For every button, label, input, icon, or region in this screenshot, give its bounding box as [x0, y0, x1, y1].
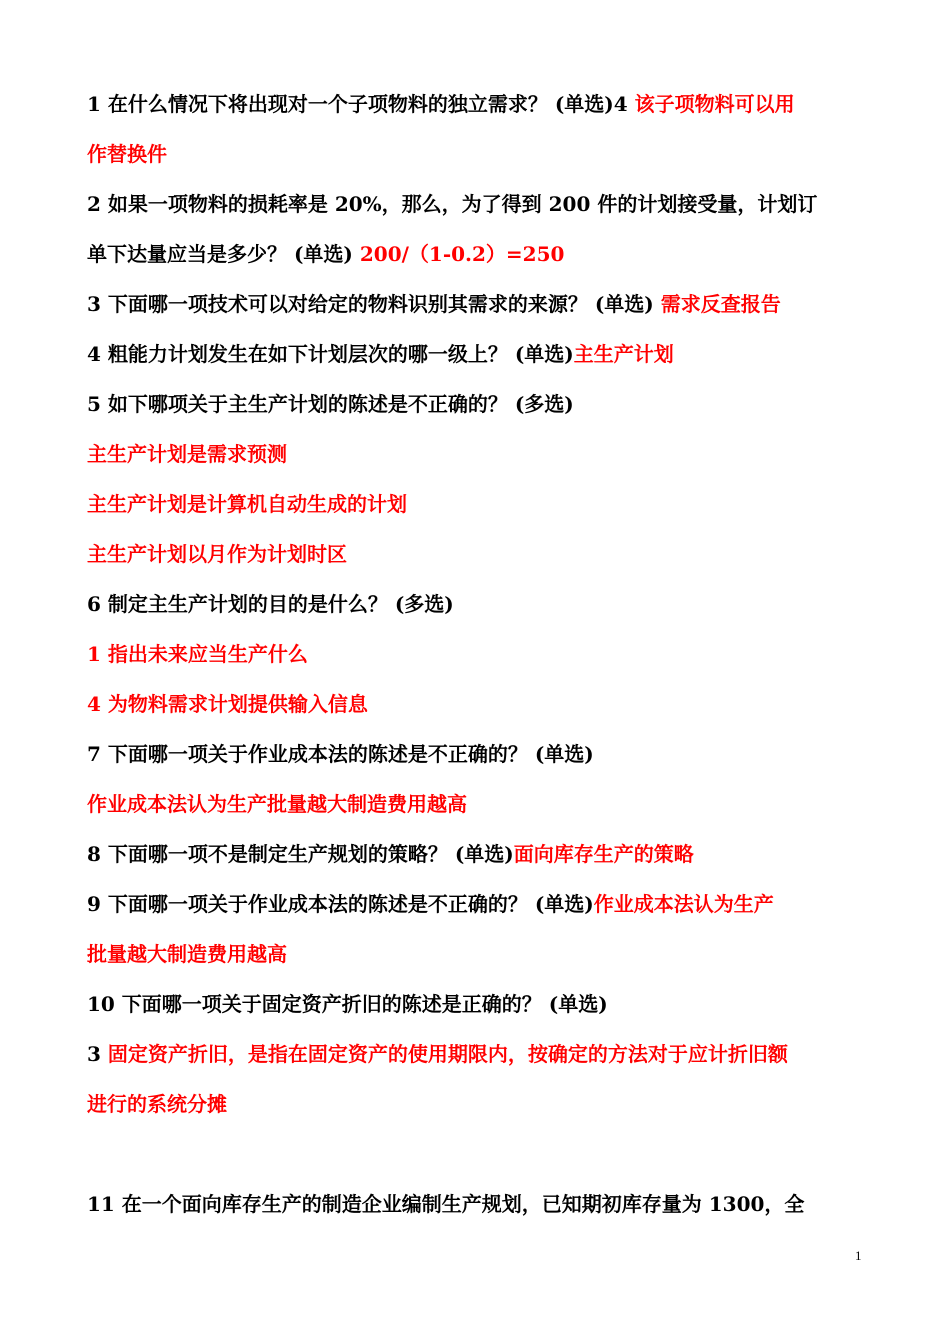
text-line [87, 829, 865, 879]
answer-text: 200/（1-0.2）=250 [359, 242, 565, 266]
text-line [87, 179, 865, 229]
text-line [87, 579, 865, 629]
text-line [87, 79, 865, 129]
answer-text: 主生产计划以月作为计划时区 [87, 542, 347, 566]
question-text: 2 如果一项物料的损耗率是 20%，那么，为了得到 200 件的计划接受量，计划订 [87, 192, 818, 216]
answer-text: 作业成本法认为生产 [593, 892, 774, 916]
question-text: 5 如下哪项关于主生产计划的陈述是不正确的？ (多选) [87, 392, 574, 416]
text-line [87, 629, 865, 679]
question-text: 11 在一个面向库存生产的制造企业编制生产规划，已知期初库存量为 1300，全 [87, 1192, 805, 1216]
answer-text: 批量越大制造费用越高 [87, 942, 287, 966]
answer-text: 作替换件 [87, 142, 167, 166]
question-text: 9 下面哪一项关于作业成本法的陈述是不正确的？ (单选) [87, 892, 594, 916]
text-line [87, 479, 865, 529]
text-line [87, 929, 865, 979]
text-line [87, 1029, 865, 1079]
text-line [87, 429, 865, 479]
text-line [87, 329, 865, 379]
answer-text: 面向库存生产的策略 [513, 842, 694, 866]
answer-text: 主生产计划是计算机自动生成的计划 [87, 492, 407, 516]
text-line [87, 1129, 865, 1179]
answer-text: 需求反查报告 [660, 292, 781, 316]
answer-text: 作业成本法认为生产批量越大制造费用越高 [87, 792, 467, 816]
text-line [87, 979, 865, 1029]
answer-text: 该子项物料可以用 [627, 92, 795, 116]
answer-text: 固定资产折旧，是指在固定资产的使用期限内，按确定的方法对于应计折旧额 [107, 1042, 788, 1066]
answer-text: 主生产计划 [573, 342, 674, 366]
text-line [87, 129, 865, 179]
question-text: 3 下面哪一项技术可以对给定的物料识别其需求的来源？ (单选) [87, 292, 661, 316]
text-line [87, 1179, 865, 1229]
answer-text: 4 为物料需求计划提供输入信息 [87, 692, 368, 716]
text-line [87, 679, 865, 729]
question-text: 4 粗能力计划发生在如下计划层次的哪一级上？ (单选) [87, 342, 574, 366]
text-line [87, 529, 865, 579]
text-line [87, 1079, 865, 1129]
document-body [87, 79, 865, 1229]
text-line [87, 229, 865, 279]
question-text: 10 下面哪一项关于固定资产折旧的陈述是正确的？ (单选) [87, 992, 608, 1016]
question-text: 7 下面哪一项关于作业成本法的陈述是不正确的？ (单选) [87, 742, 594, 766]
answer-text: 进行的系统分摊 [87, 1092, 227, 1116]
text-line [87, 379, 865, 429]
text-line [87, 729, 865, 779]
question-text: 单下达量应当是多少？ (单选) [87, 242, 360, 266]
question-text: 1 在什么情况下将出现对一个子项物料的独立需求？ (单选)4 [87, 92, 628, 116]
text-line [87, 879, 865, 929]
question-text: 8 下面哪一项不是制定生产规划的策略？ (单选) [87, 842, 514, 866]
page-number: 1 [855, 1248, 862, 1263]
question-text: 6 制定主生产计划的目的是什么？ (多选) [87, 592, 454, 616]
text-line [87, 779, 865, 829]
answer-text: 1 指出未来应当生产什么 [87, 642, 308, 666]
answer-text: 主生产计划是需求预测 [87, 442, 287, 466]
text-line [87, 279, 865, 329]
question-text: 3 [87, 1042, 108, 1066]
